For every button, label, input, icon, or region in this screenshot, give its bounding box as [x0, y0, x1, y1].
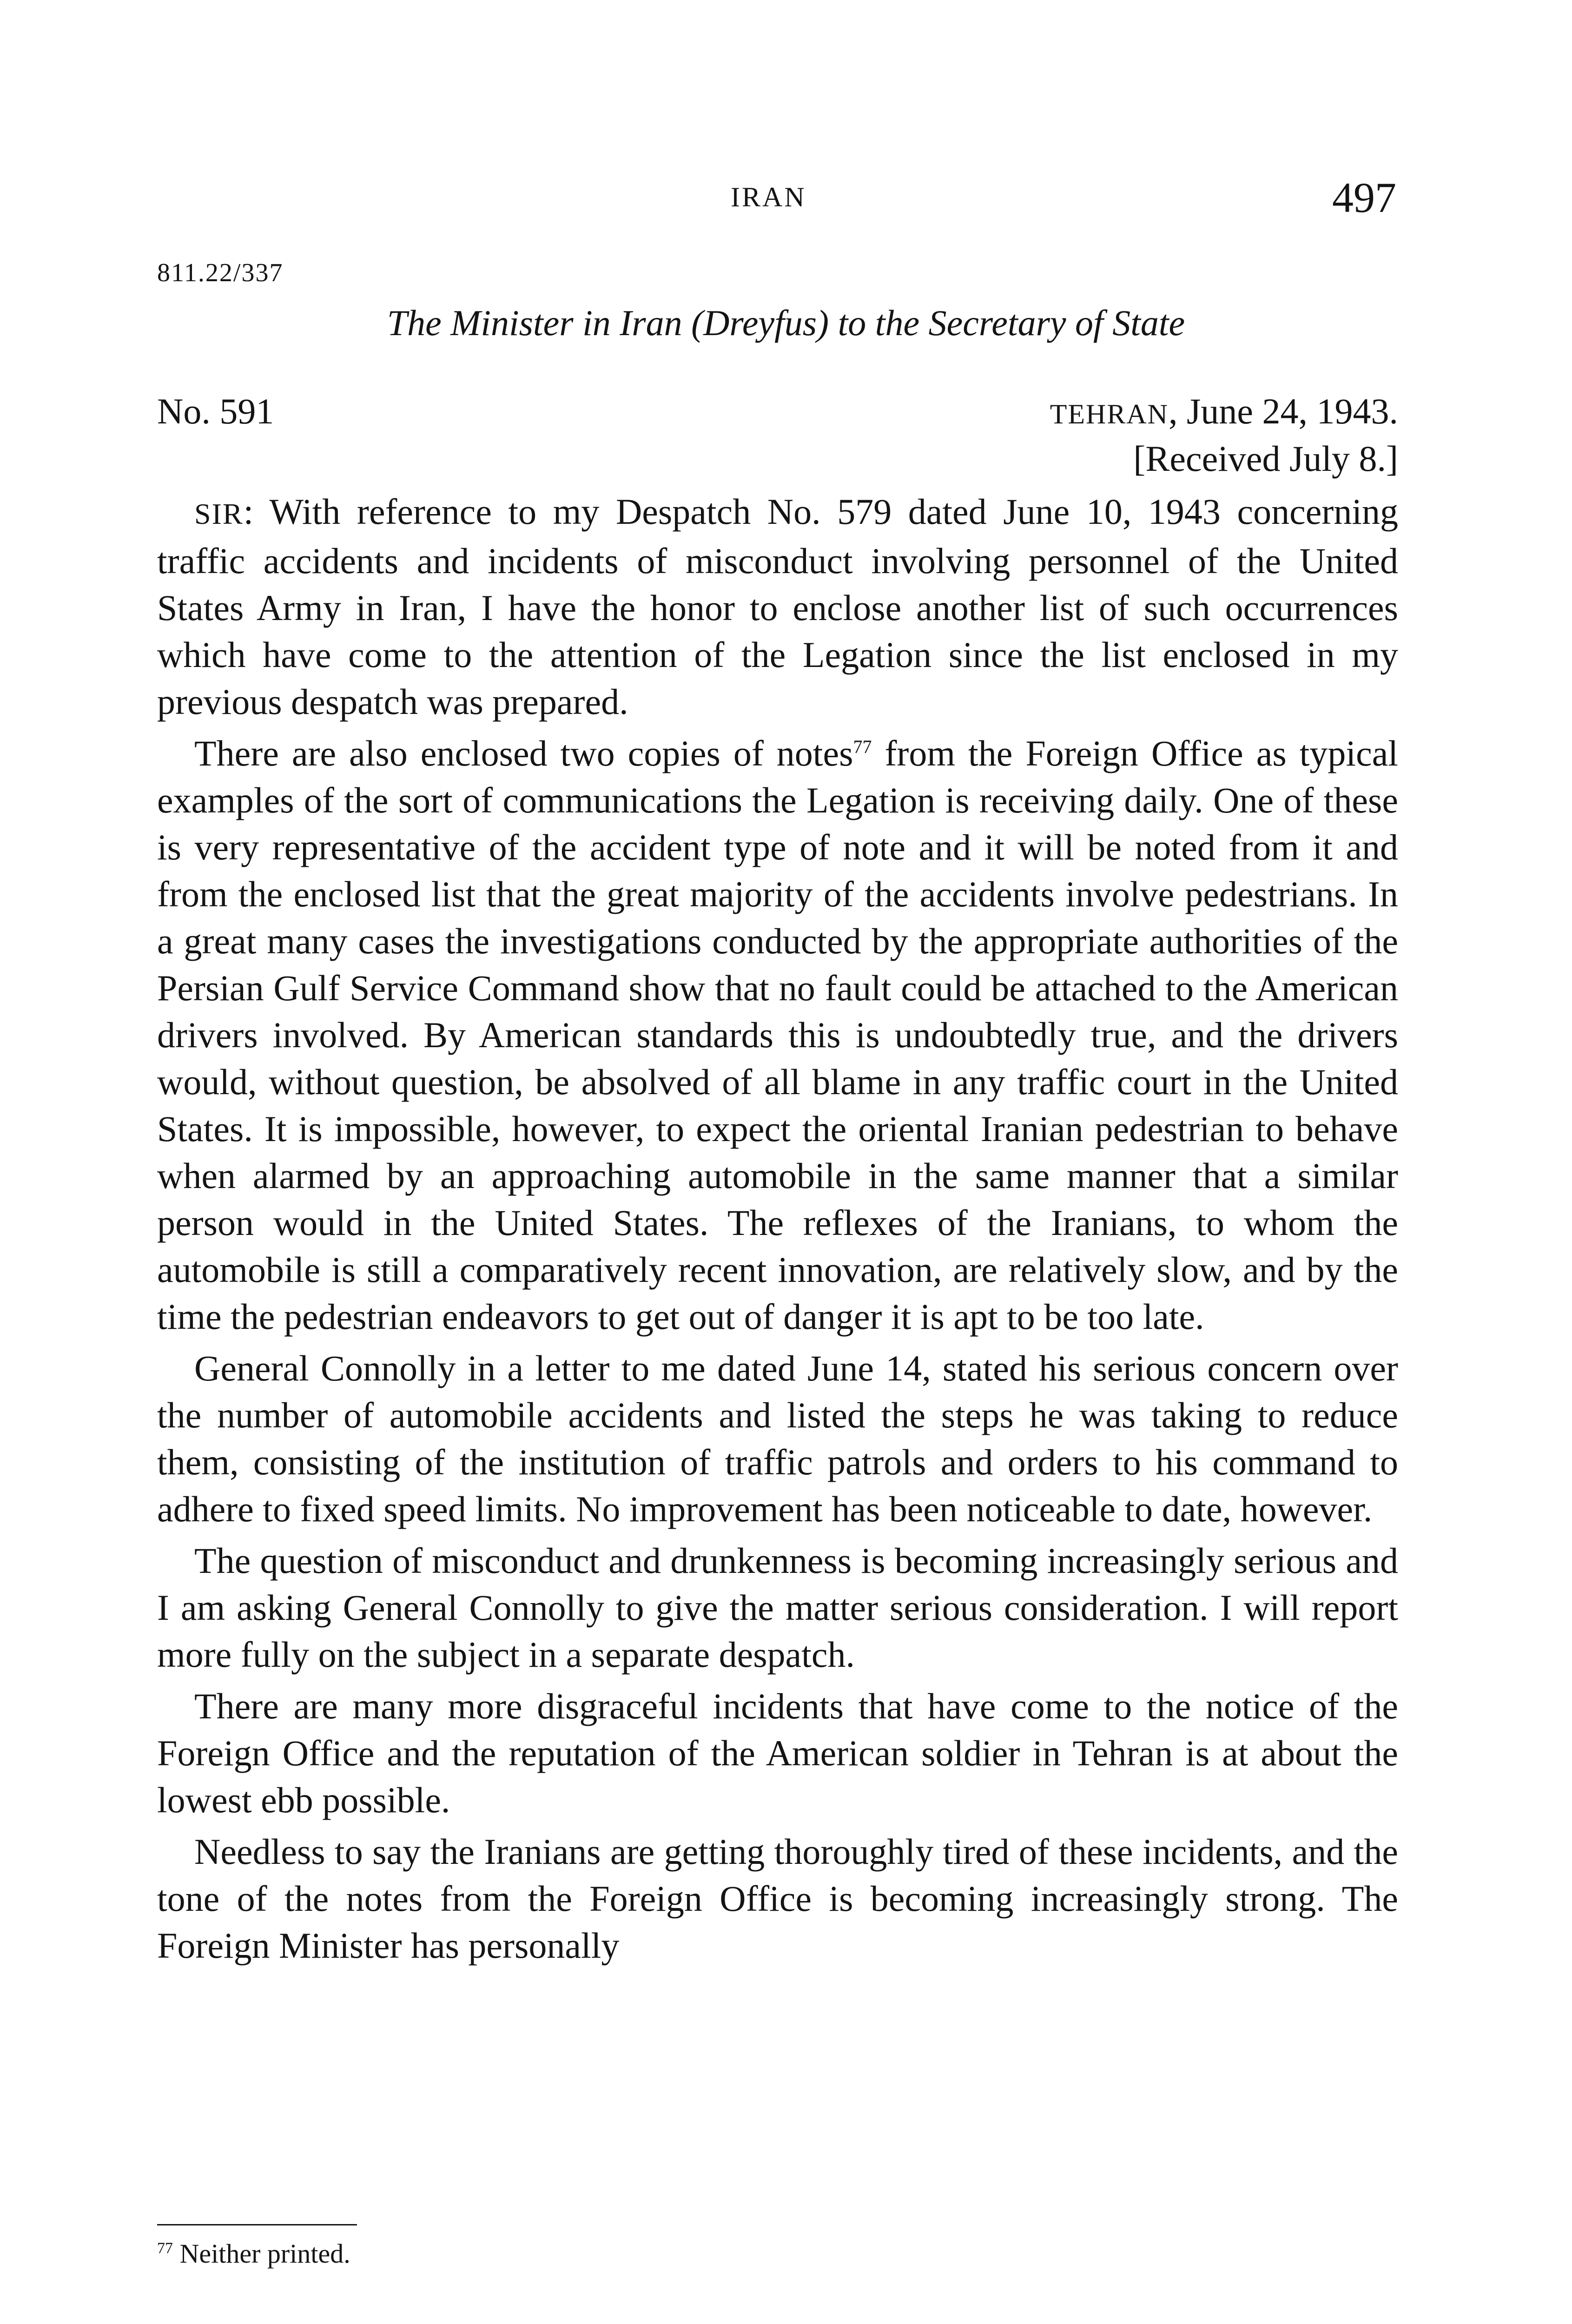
footnote [157, 2238, 350, 2269]
salutation: SIR [194, 497, 244, 530]
footnote-divider [157, 2224, 357, 2225]
footnote-text: Neither printed. [173, 2238, 350, 2269]
despatch-number: No. 591 [157, 391, 274, 431]
paragraph-2-text-a: There are also enclosed two copies of notes [194, 733, 853, 773]
paragraph-1 [157, 488, 1398, 725]
paragraph-4: The question of misconduct and drunkenness is becoming increasingly serious and I am asking General Connolly to give the matter serious consideration. I will report more fully on the subject in a separate despatch. [157, 1540, 1398, 1675]
despatch-body [157, 488, 1398, 1974]
paragraph-3: General Connolly in a letter to me dated June 14, stated his serious concern over the number of automobile accidents and listed the steps he was taking to reduce them, consisting of the institution of traffic patrols and orders to his command to adhere to fixed speed limits. No improvement has been noticeable to date, however. [157, 1348, 1398, 1529]
file-number: 811.22/337 [157, 258, 284, 287]
dateline [157, 390, 1398, 483]
received-date: [Received July 8.] [1133, 438, 1398, 479]
footnote-reference: 77 [853, 736, 872, 757]
footnote-marker: 77 [157, 2239, 173, 2257]
running-title: IRAN [731, 182, 806, 212]
paragraph-6: Needless to say the Iranians are getting thoroughly tired of these incidents, and the tone of the notes from the Foreign Office is becoming increasingly strong. The Foreign Minister has personally [157, 1831, 1398, 1966]
paragraph-1-text: : With reference to my Despatch No. 579 dated June 10, 1943 concerning traffic accidents and incidents of misconduct involving personnel of the United States Army in Iran, I have the honor to enclose another list of such occurrences which have come to the attention of the Legation since the list enclosed in my previous despatch was prepared. [157, 491, 1398, 722]
paragraph-2 [157, 730, 1398, 1340]
document-title: The Minister in Iran (Dreyfus) to the Secretary of State [387, 303, 1185, 343]
paragraph-5: There are many more disgraceful incidents that have come to the notice of the Foreign Office and the reputation of the American soldier in Tehran is at about the lowest ebb possible. [157, 1686, 1398, 1820]
page-number: 497 [1332, 174, 1396, 221]
place-name: TEHRAN [1050, 399, 1169, 429]
running-head [0, 173, 1572, 224]
despatch-date: , June 24, 1943. [1169, 391, 1398, 431]
paragraph-2-text-b: from the Foreign Office as typical examples of the sort of communications the Legation is receiving daily. One of these is very representative of the accident type of note and it will be noted from it and from the enclosed list that the great majority of the accidents involve pedestrians. In a great many cases the investigations conducted by the appropriate authorities of the Persian Gulf Service Command show that no fault could be attached to the American drivers involved. By American standards this is undoubtedly true, and the drivers would, without question, be absolved of all blame in any traffic court in the United States. It is impossible, however, to expect the oriental Iranian pedestrian to behave when alarmed by an approaching automobile in the same manner that a similar person would in the United States. The reflexes of the Iranians, to whom the automobile is still a comparatively recent innovation, are relatively slow, and by the time the pedestrian endeavors to get out of danger it is apt to be too late. [157, 733, 1398, 1337]
place-date [1050, 390, 1398, 432]
